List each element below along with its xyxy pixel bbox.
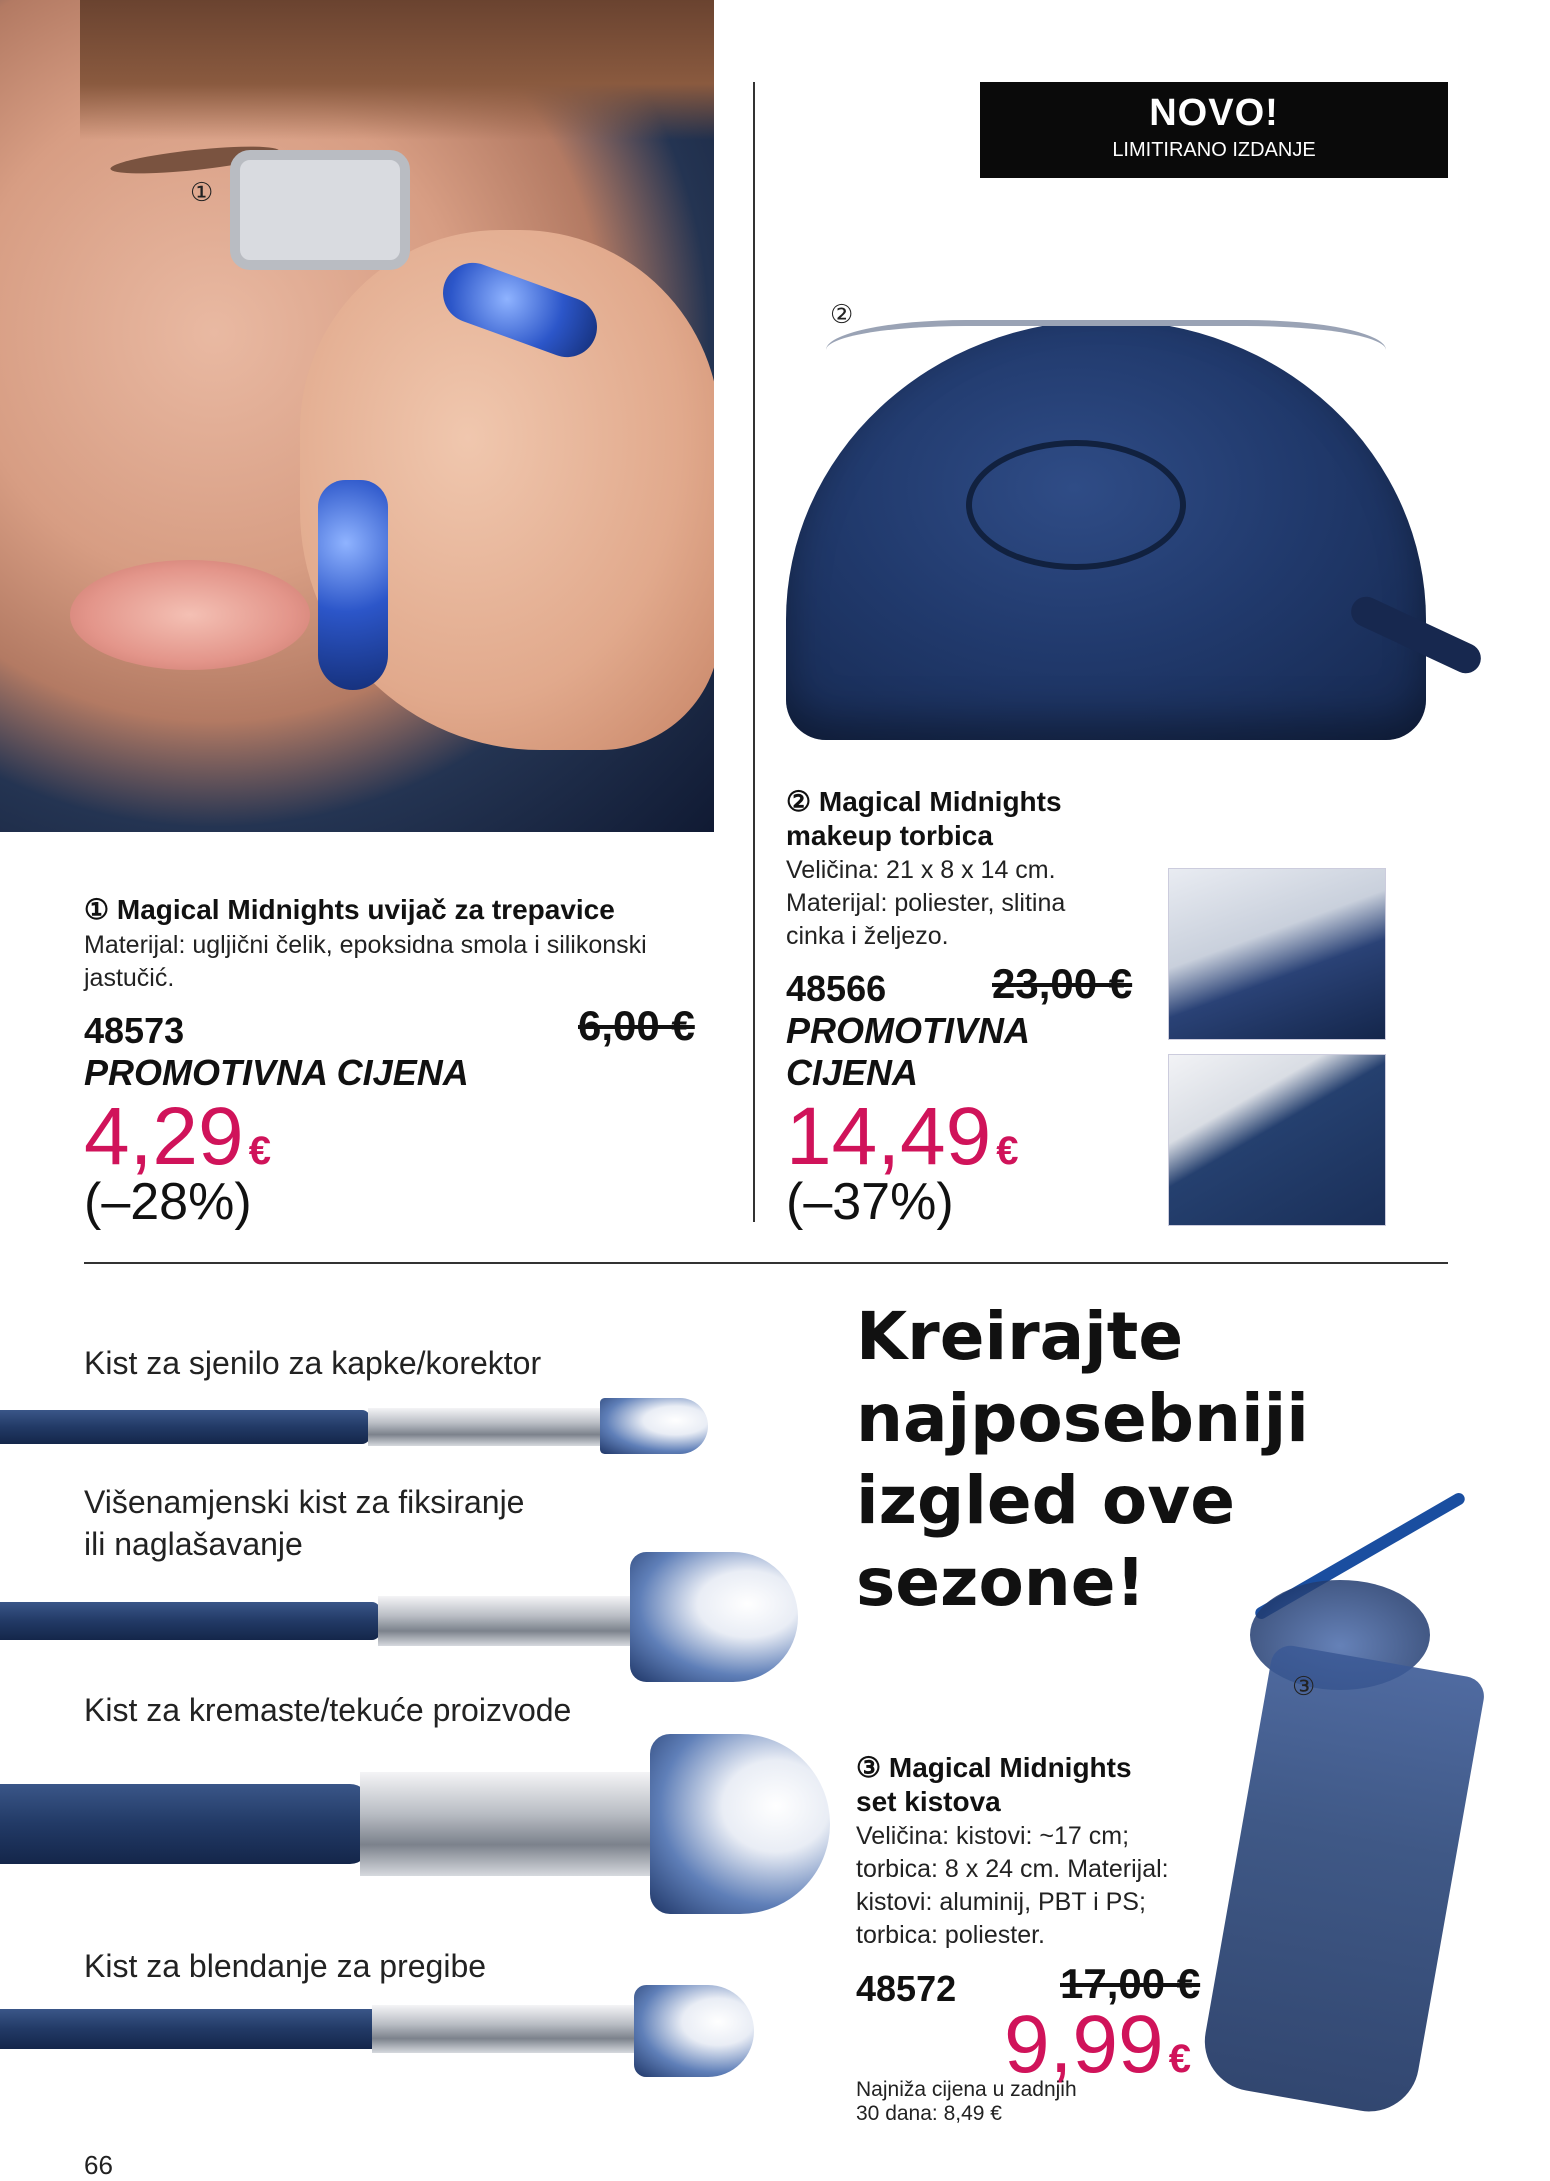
- badge-subtitle: LIMITIRANO IZDANJE: [1112, 139, 1316, 161]
- vertical-divider: [753, 82, 755, 1222]
- callout-three: ③: [1292, 1672, 1316, 1702]
- product1-price: [84, 1092, 271, 1182]
- brush2-image: [0, 1552, 800, 1682]
- headline-line4: sezone!: [856, 1544, 1146, 1621]
- product3-note-line2: 30 dana: 8,49 €: [856, 2102, 1002, 2125]
- product3-note-line1: Najniža cijena u zadnjih: [856, 2078, 1077, 2101]
- product2-code: 48566: [786, 968, 887, 1009]
- product2-desc-line2: Materijal: poliester, slitina: [786, 889, 1066, 917]
- product1-old-price: 6,00 €: [578, 1002, 695, 1049]
- product2-old-price: 23,00 €: [992, 960, 1133, 1007]
- product3-old-price: 17,00 €: [1060, 1960, 1201, 2007]
- product2-promo-line1: PROMOTIVNA: [786, 1010, 1031, 1051]
- product3-title-line1: ③ Magical Midnights: [856, 1752, 1132, 1783]
- product2-currency: €: [996, 1129, 1019, 1173]
- new-limited-badge: [980, 82, 1448, 178]
- product1-discount: (–28%): [84, 1173, 252, 1231]
- product3-title-line2: set kistova: [856, 1786, 1001, 1817]
- product2-title-line2: makeup torbica: [786, 820, 993, 851]
- brush4-image: [0, 1985, 760, 2077]
- callout-one: ①: [190, 178, 214, 208]
- product2-promo-line2: CIJENA: [786, 1052, 919, 1093]
- brush1-label: Kist za sjenilo za kapke/korektor: [84, 1345, 542, 1381]
- brush-set-bag-image: [1197, 1643, 1487, 2120]
- callout-two: ②: [830, 300, 854, 330]
- brush3-image: [0, 1734, 830, 1914]
- brush1-image: [0, 1396, 710, 1456]
- brush3-label: Kist za kremaste/tekuće proizvode: [84, 1692, 572, 1728]
- product2-discount: (–37%): [786, 1173, 954, 1231]
- headline-line1: Kreirajte: [856, 1298, 1184, 1375]
- product3-new-price: 9,99: [1004, 1999, 1164, 2090]
- badge-title: NOVO!: [1149, 92, 1279, 134]
- product1-promo-label: PROMOTIVNA CIJENA: [84, 1052, 469, 1093]
- product3-currency: €: [1168, 2037, 1191, 2081]
- horizontal-divider: [84, 1262, 1448, 1264]
- product3-desc-line1: Veličina: kistovi: ~17 cm;: [856, 1822, 1130, 1850]
- eyelash-curler-photo: [0, 0, 714, 832]
- product1-description: Materijal: ugljični čelik, epoksidna smola i silikonski jastučić.: [84, 931, 647, 992]
- headline-line3: izgled ove: [856, 1462, 1236, 1539]
- product1-code: 48573: [84, 1010, 185, 1051]
- page-number: 66: [84, 2150, 113, 2180]
- headline-line2: najposebniji: [856, 1380, 1309, 1457]
- pouch-interior-thumbnail: [1168, 868, 1386, 1040]
- product2-desc-line3: cinka i željezo.: [786, 922, 949, 950]
- product2-price: [786, 1092, 1019, 1182]
- product3-desc-line3: kistovi: aluminij, PBT i PS;: [856, 1888, 1146, 1916]
- product3-price: [1004, 2000, 1191, 2090]
- product1-currency: €: [248, 1129, 271, 1173]
- brush4-label: Kist za blendanje za pregibe: [84, 1948, 487, 1984]
- product3-desc-line4: torbica: poliester.: [856, 1921, 1045, 1949]
- product3-desc-line2: torbica: 8 x 24 cm. Materijal:: [856, 1855, 1169, 1883]
- product1-new-price: 4,29: [84, 1091, 244, 1182]
- product3-code: 48572: [856, 1968, 957, 2009]
- brush2-label-line1: Višenamjenski kist za fiksiranje: [84, 1484, 525, 1520]
- product2-desc-line1: Veličina: 21 x 8 x 14 cm.: [786, 856, 1056, 884]
- makeup-pouch-image: [786, 320, 1426, 740]
- brush2-label-line2: ili naglašavanje: [84, 1526, 303, 1562]
- pouch-zipper-thumbnail: [1168, 1054, 1386, 1226]
- product1-title: ① Magical Midnights uvijač za trepavice: [84, 894, 615, 925]
- product2-title-line1: ② Magical Midnights: [786, 786, 1062, 817]
- product2-new-price: 14,49: [786, 1091, 992, 1182]
